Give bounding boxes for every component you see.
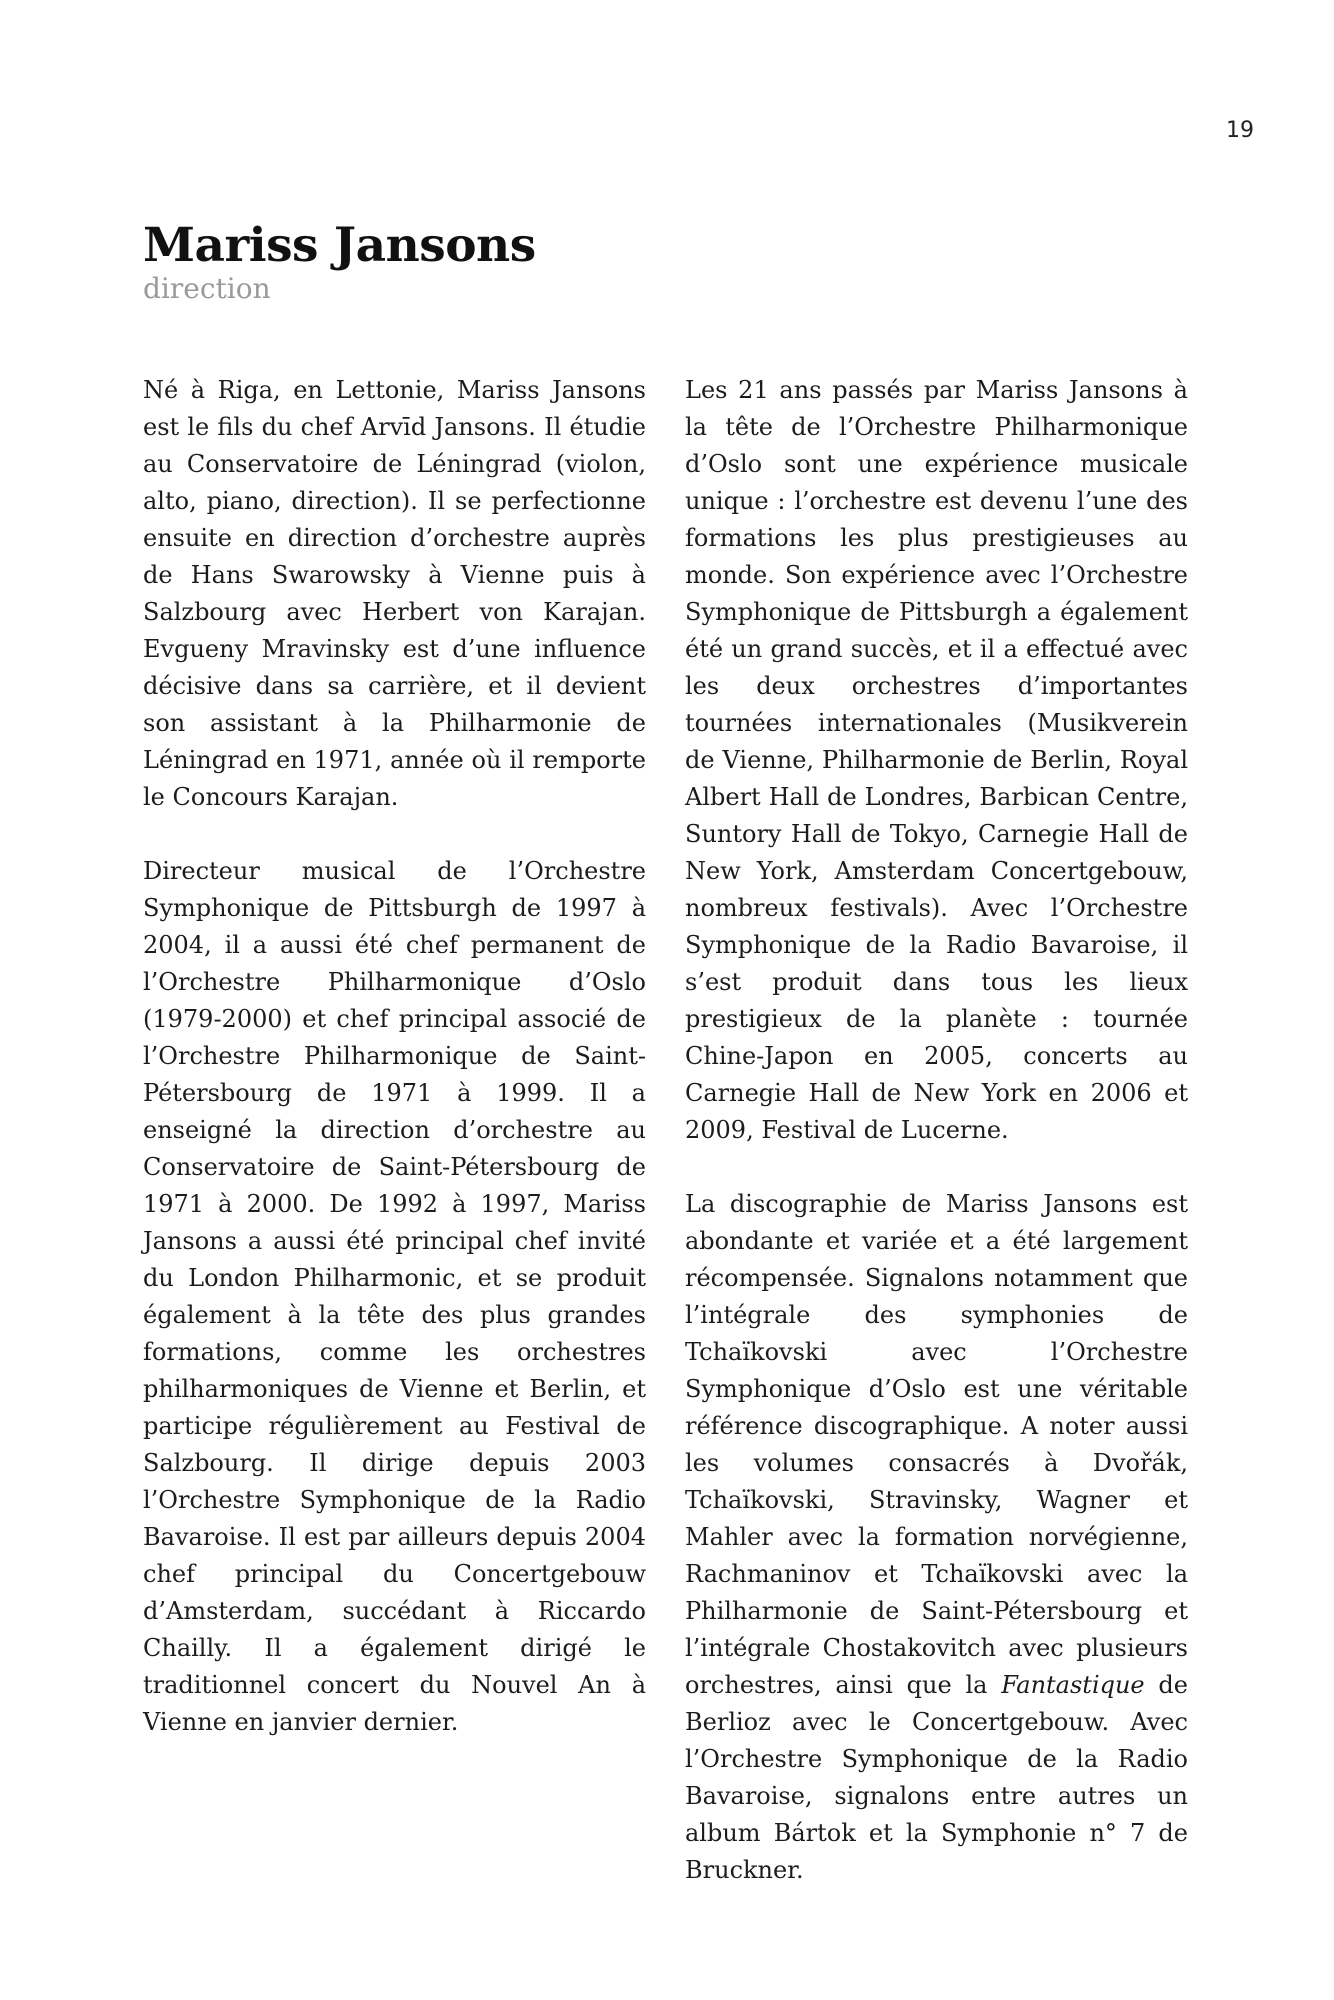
bio-paragraph-orchestras: Les 21 ans passés par Mariss Jansons à la tête de l’Orchestre Philharmonique d’Oslo sont une expérience musicale unique : l’orchestre est devenu l’une des formations les plus prestigieuses au monde. Son expérience avec l’Orchestre Symphonique de Pittsburgh a également été un grand succès, et il a effectué avec les deux orchestres d’importantes tournées internationales (Musikverein de Vienne, Philharmonie de Berlin, Royal Albert Hall de Londres, Barbican Centre, Suntory Hall de Tokyo, Carnegie Hall de New York, Amsterdam Concertgebouw, nombreux festivals). Avec l’Orchestre Symphonique de la Radio Bavaroise, il s’est produit dans tous les lieux prestigieux de la planète : tournée Chine-Japon en 2005, concerts au Carnegie Hall de New York en 2006 et 2009, Festival de Lucerne. <box>685 376 1188 1144</box>
page-subtitle: direction <box>143 272 271 305</box>
right-column <box>685 372 1188 1926</box>
page-number: 19 <box>1226 118 1254 143</box>
page-title: Mariss Jansons <box>143 218 536 273</box>
bio-paragraph-discography <box>685 1186 1188 1889</box>
discography-text-start: La discographie de Mariss Jansons est abondante et variée et a été largement récompensée. Signalons notamment que l’intégrale des symphonies de Tchaïkovski avec l’Orchestre Symphonique d’Oslo est une véritable référence discographique. A noter aussi les volumes consacrés à Dvořák, Tchaïkovski, Stravinsky, Wagner et Mahler avec la formation norvégienne, Rachmaninov et Tchaïkovski avec la Philharmonie de Saint-Pétersbourg et l’intégrale Chostakovitch avec plusieurs orchestres, ainsi que la <box>685 1190 1188 1699</box>
bio-paragraph-career: Directeur musical de l’Orchestre Symphonique de Pittsburgh de 1997 à 2004, il a aussi été chef permanent de l’Orchestre Philharmonique d’Oslo (1979-2000) et chef principal associé de l’Orchestre Philharmonique de Saint-Pétersbourg de 1971 à 1999. Il a enseigné la direction d’orchestre au Conservatoire de Saint-Pétersbourg de 1971 à 2000. De 1992 à 1997, Mariss Jansons a aussi été principal chef invité du London Philharmonic, et se produit également à la tête des plus grandes formations, comme les orchestres philharmoniques de Vienne et Berlin, et participe régulièrement au Festival de Salzbourg. Il dirige depuis 2003 l’Orchestre Symphonique de la Radio Bavaroise. Il est par ailleurs depuis 2004 chef principal du Concertgebouw d’Amsterdam, succédant à Riccardo Chailly. Il a également dirigé le traditionnel concert du Nouvel An à Vienne en janvier dernier. <box>143 857 646 1736</box>
discography-italic-title: Fantastique <box>1001 1671 1145 1699</box>
left-column <box>143 372 646 1778</box>
discography-text-end: de Berlioz avec le Concertgebouw. Avec l’Orchestre Symphonique de la Radio Bavaroise, signalons entre autres un album Bártok et la Symphonie n° 7 de Bruckner. <box>685 1671 1189 1884</box>
bio-paragraph-early-life: Né à Riga, en Lettonie, Mariss Jansons est le fils du chef Arvīd Jansons. Il étudie au Conservatoire de Léningrad (violon, alto, piano, direction). Il se perfectionne ensuite en direction d’orchestre auprès de Hans Swarowsky à Vienne puis à Salzbourg avec Herbert von Karajan. Evgueny Mravinsky est d’une influence décisive dans sa carrière, et il devient son assistant à la Philharmonie de Léningrad en 1971, année où il remporte le Concours Karajan. <box>143 376 646 811</box>
